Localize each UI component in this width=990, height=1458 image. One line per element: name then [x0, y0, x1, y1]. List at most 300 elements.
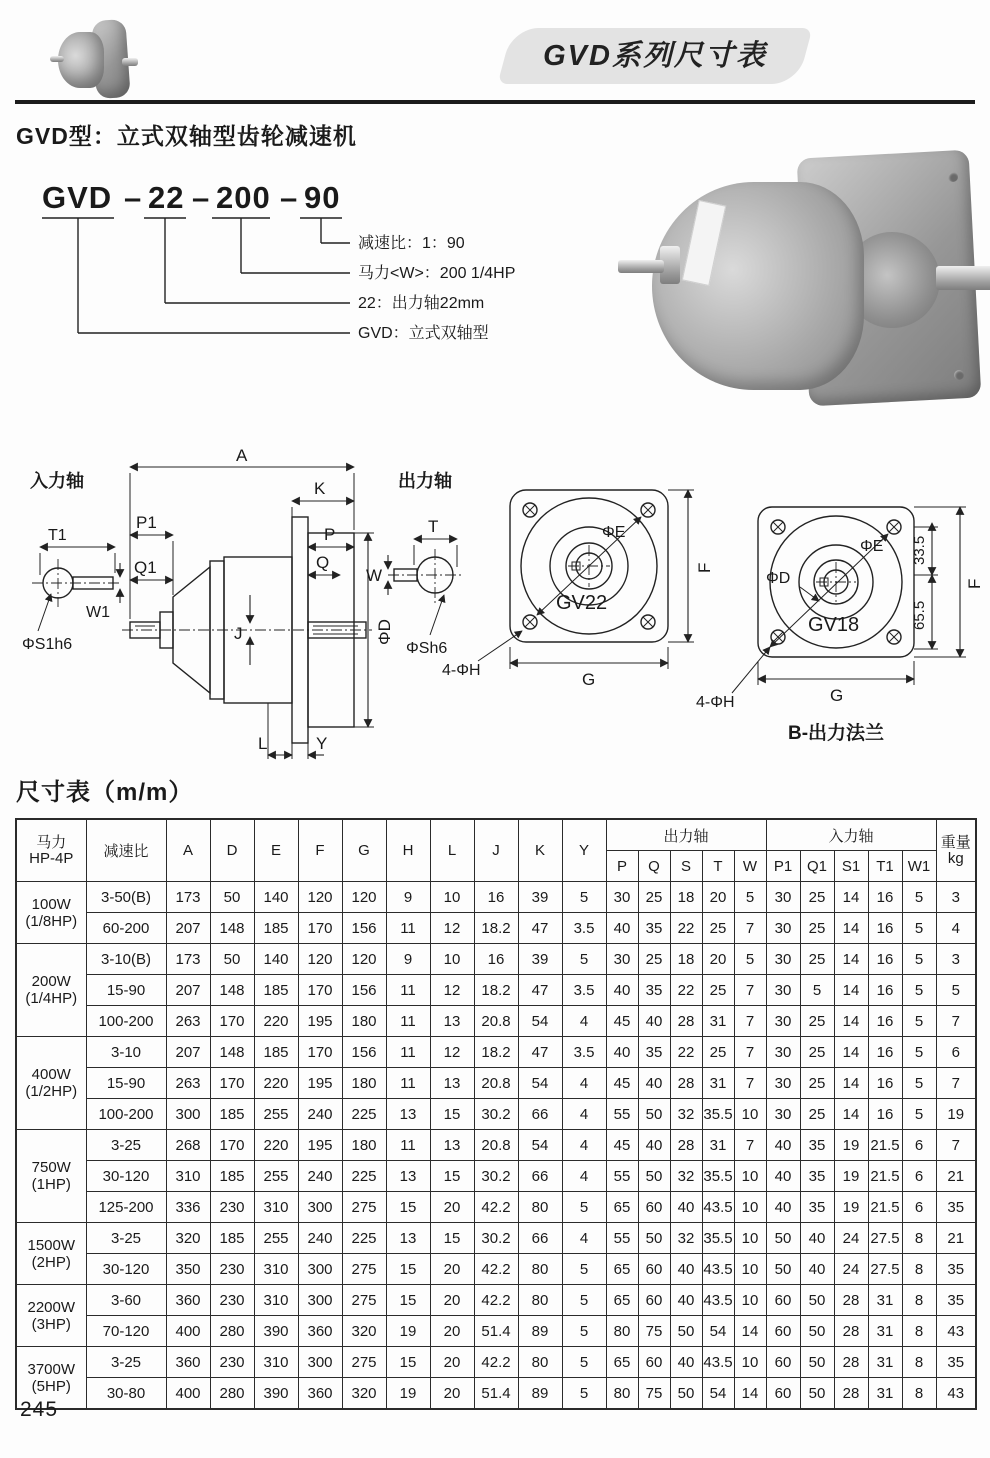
table-cell: 5	[734, 944, 766, 975]
table-cell: 60	[638, 1254, 670, 1285]
table-cell: 400	[166, 1378, 210, 1410]
table-row	[16, 1037, 976, 1068]
table-cell: 185	[210, 1161, 254, 1192]
table-cell: 3-60	[86, 1285, 166, 1316]
table-row	[16, 1006, 976, 1037]
group-header-output-shaft: 出力轴	[606, 819, 766, 851]
table-cell: 50	[766, 1254, 800, 1285]
callout-ratio: 减速比：1：90	[358, 235, 465, 252]
table-row	[16, 944, 976, 975]
weight-header-line2: kg	[947, 849, 964, 867]
table-cell: 275	[342, 1347, 386, 1378]
hp-group-cell: 200W (1/4HP)	[16, 944, 86, 1037]
table-cell: 6	[902, 1130, 936, 1161]
page-number: 245	[20, 1398, 59, 1421]
table-cell: 300	[298, 1192, 342, 1223]
dim-k: K	[314, 479, 326, 498]
table-cell: 27.5	[868, 1223, 902, 1254]
table-cell: 30	[766, 1037, 800, 1068]
table-cell: 50	[800, 1378, 834, 1410]
table-cell: 3.5	[562, 975, 606, 1006]
table-cell: 207	[166, 1037, 210, 1068]
table-cell: 40	[638, 1130, 670, 1161]
photo-input-shaft	[618, 260, 664, 273]
table-cell: 170	[210, 1068, 254, 1099]
table-cell: 19	[834, 1192, 868, 1223]
table-cell: 148	[210, 1037, 254, 1068]
gv22-model-label: GV22	[556, 592, 608, 614]
table-cell: 300	[298, 1254, 342, 1285]
table-cell: 15	[386, 1285, 430, 1316]
table-cell: 7	[734, 1068, 766, 1099]
table-cell: 40	[670, 1347, 702, 1378]
table-cell: 170	[210, 1006, 254, 1037]
table-cell: 22	[670, 975, 702, 1006]
table-cell: 148	[210, 975, 254, 1006]
table-cell: 280	[210, 1316, 254, 1347]
table-cell: 390	[254, 1316, 298, 1347]
table-cell: 3-10	[86, 1037, 166, 1068]
table-cell: 263	[166, 1068, 210, 1099]
table-cell: 30.2	[474, 1099, 518, 1130]
table-cell: 30	[606, 944, 638, 975]
table-cell: 5	[902, 975, 936, 1006]
table-cell: 20	[430, 1316, 474, 1347]
table-cell: 51.4	[474, 1316, 518, 1347]
table-cell: 8	[902, 1254, 936, 1285]
table-cell: 11	[386, 1068, 430, 1099]
table-cell: 21.5	[868, 1161, 902, 1192]
table-cell: 170	[298, 1037, 342, 1068]
table-cell: 185	[254, 1037, 298, 1068]
table-cell: 35.5	[702, 1099, 734, 1130]
table-cell: 43.5	[702, 1347, 734, 1378]
col-header-a: A	[166, 819, 210, 882]
hp-header-line1: 马力	[36, 833, 67, 851]
dim-q1: Q1	[134, 558, 157, 577]
table-cell: 185	[254, 975, 298, 1006]
table-cell: 28	[834, 1316, 868, 1347]
col-header-d: D	[210, 819, 254, 882]
col-header-e: E	[254, 819, 298, 882]
dim-q: Q	[316, 553, 330, 572]
table-cell: 39	[518, 944, 562, 975]
table-cell: 10	[430, 944, 474, 975]
input-shaft-end-view	[22, 470, 122, 653]
table-cell: 42.2	[474, 1347, 518, 1378]
table-cell: 80	[606, 1378, 638, 1410]
table-cell: 4	[562, 1161, 606, 1192]
table-cell: 16	[868, 1099, 902, 1130]
table-cell: 14	[834, 1068, 868, 1099]
table-row	[16, 1347, 976, 1378]
col-header-q: Q	[638, 851, 670, 882]
mini-barrel	[58, 32, 104, 88]
gv22-holes-label: 4-ΦH	[442, 662, 481, 679]
table-cell: 50	[210, 882, 254, 913]
table-cell: 22	[670, 913, 702, 944]
page-header-badge	[497, 28, 812, 84]
table-cell: 35	[936, 1192, 976, 1223]
table-cell: 75	[638, 1378, 670, 1410]
table-cell: 185	[210, 1223, 254, 1254]
table-cell: 80	[606, 1316, 638, 1347]
table-cell: 25	[702, 1037, 734, 1068]
table-cell: 25	[702, 975, 734, 1006]
dim-w1: W1	[86, 604, 110, 621]
table-cell: 40	[766, 1130, 800, 1161]
table-cell: 51.4	[474, 1378, 518, 1410]
table-cell: 10	[734, 1192, 766, 1223]
table-cell: 14	[834, 913, 868, 944]
table-cell: 40	[670, 1254, 702, 1285]
table-cell: 15-90	[86, 1068, 166, 1099]
table-cell: 55	[606, 1161, 638, 1192]
table-cell: 7	[936, 1130, 976, 1161]
gv18-dim-f: F	[965, 578, 984, 589]
table-cell: 16	[474, 882, 518, 913]
table-cell: 300	[298, 1285, 342, 1316]
table-cell: 18	[670, 944, 702, 975]
gv22-dim-g: G	[582, 670, 596, 689]
col-header-l: L	[430, 819, 474, 882]
table-cell: 18	[670, 882, 702, 913]
table-cell: 10	[734, 1099, 766, 1130]
dim-a: A	[236, 446, 248, 465]
table-cell: 20	[430, 1192, 474, 1223]
table-cell: 25	[800, 944, 834, 975]
table-cell: 4	[562, 1006, 606, 1037]
table-cell: 3-25	[86, 1130, 166, 1161]
table-cell: 11	[386, 1037, 430, 1068]
table-cell: 25	[638, 944, 670, 975]
model-dash-3: –	[280, 180, 299, 215]
table-cell: 75	[638, 1316, 670, 1347]
table-cell: 12	[430, 1037, 474, 1068]
table-cell: 47	[518, 913, 562, 944]
table-cell: 50	[670, 1378, 702, 1410]
dim-l: L	[258, 734, 268, 753]
table-cell: 66	[518, 1161, 562, 1192]
col-header-t: T	[702, 851, 734, 882]
table-cell: 31	[868, 1285, 902, 1316]
table-cell: 255	[254, 1099, 298, 1130]
table-cell: 19	[936, 1099, 976, 1130]
table-cell: 50	[800, 1285, 834, 1316]
table-cell: 5	[734, 882, 766, 913]
table-cell: 19	[386, 1316, 430, 1347]
table-cell: 21.5	[868, 1192, 902, 1223]
col-header-weight	[936, 819, 976, 882]
table-cell: 15	[386, 1347, 430, 1378]
table-row	[16, 1130, 976, 1161]
gv18-holes-label: 4-ΦH	[696, 694, 735, 711]
table-cell: 55	[606, 1223, 638, 1254]
table-cell: 14	[734, 1316, 766, 1347]
table-cell: 300	[298, 1347, 342, 1378]
col-header-k: K	[518, 819, 562, 882]
table-cell: 30	[766, 1068, 800, 1099]
table-cell: 66	[518, 1099, 562, 1130]
table-row	[16, 1316, 976, 1347]
dimension-table	[15, 818, 977, 1410]
table-cell: 32	[670, 1223, 702, 1254]
table-cell: 30	[766, 913, 800, 944]
table-cell: 275	[342, 1254, 386, 1285]
product-photo	[618, 140, 983, 430]
table-cell: 50	[638, 1099, 670, 1130]
table-cell: 40	[766, 1192, 800, 1223]
col-header-p: P	[606, 851, 638, 882]
table-cell: 40	[670, 1192, 702, 1223]
table-cell: 11	[386, 975, 430, 1006]
table-cell: 80	[518, 1285, 562, 1316]
model-dash-2: –	[192, 180, 211, 215]
col-header-ratio: 减速比	[86, 819, 166, 882]
table-cell: 25	[800, 1068, 834, 1099]
dim-p1: P1	[136, 513, 157, 532]
table-cell: 30	[606, 882, 638, 913]
table-cell: 19	[834, 1161, 868, 1192]
table-cell: 11	[386, 1006, 430, 1037]
hp-header-line2: HP-4P	[29, 849, 74, 867]
table-cell: 40	[670, 1285, 702, 1316]
table-cell: 20	[430, 1254, 474, 1285]
table-cell: 10	[734, 1161, 766, 1192]
table-cell: 5	[902, 1099, 936, 1130]
table-cell: 148	[210, 913, 254, 944]
table-cell: 207	[166, 975, 210, 1006]
table-cell: 16	[868, 1006, 902, 1037]
table-cell: 310	[254, 1192, 298, 1223]
model-code-diagram	[42, 178, 662, 358]
table-cell: 15	[430, 1099, 474, 1130]
table-cell: 5	[800, 975, 834, 1006]
table-cell: 230	[210, 1285, 254, 1316]
table-cell: 10	[734, 1285, 766, 1316]
table-cell: 9	[386, 944, 430, 975]
table-cell: 30-80	[86, 1378, 166, 1410]
table-cell: 21.5	[868, 1130, 902, 1161]
table-cell: 40	[638, 1006, 670, 1037]
gv18-dim-phi-e: ΦE	[860, 538, 884, 555]
table-cell: 35	[936, 1347, 976, 1378]
table-cell: 5	[562, 1316, 606, 1347]
table-cell: 22	[670, 1037, 702, 1068]
table-cell: 31	[702, 1068, 734, 1099]
table-cell: 55	[606, 1099, 638, 1130]
table-cell: 185	[210, 1099, 254, 1130]
table-cell: 5	[562, 1285, 606, 1316]
col-header-q1: Q1	[800, 851, 834, 882]
table-cell: 31	[868, 1347, 902, 1378]
table-cell: 14	[834, 1037, 868, 1068]
gv18-dim-65-5: 65.5	[911, 600, 928, 630]
table-cell: 360	[298, 1316, 342, 1347]
table-cell: 120	[298, 944, 342, 975]
table-cell: 42.2	[474, 1285, 518, 1316]
table-cell: 255	[254, 1223, 298, 1254]
photo-barrel	[652, 182, 864, 390]
col-header-t1: T1	[868, 851, 902, 882]
table-cell: 125-200	[86, 1192, 166, 1223]
table-cell: 120	[342, 882, 386, 913]
table-cell: 31	[868, 1316, 902, 1347]
table-cell: 39	[518, 882, 562, 913]
col-header-p1: P1	[766, 851, 800, 882]
table-cell: 240	[298, 1161, 342, 1192]
table-cell: 16	[868, 1037, 902, 1068]
table-cell: 156	[342, 913, 386, 944]
table-cell: 80	[518, 1254, 562, 1285]
table-cell: 20	[702, 944, 734, 975]
hp-group-cell: 3700W (5HP)	[16, 1347, 86, 1410]
table-cell: 54	[702, 1316, 734, 1347]
table-cell: 54	[518, 1006, 562, 1037]
table-cell: 50	[670, 1316, 702, 1347]
table-cell: 18.2	[474, 913, 518, 944]
table-cell: 3-50(B)	[86, 882, 166, 913]
table-cell: 5	[562, 1378, 606, 1410]
dim-p: P	[324, 525, 336, 544]
table-cell: 5	[902, 882, 936, 913]
table-cell: 100-200	[86, 1099, 166, 1130]
model-part-200: 200	[216, 180, 271, 215]
table-row	[16, 975, 976, 1006]
table-cell: 16	[868, 1068, 902, 1099]
table-cell: 40	[800, 1254, 834, 1285]
col-header-w1: W1	[902, 851, 936, 882]
table-cell: 16	[868, 975, 902, 1006]
gv22-dim-f: F	[695, 562, 714, 573]
table-cell: 300	[166, 1099, 210, 1130]
table-cell: 100-200	[86, 1006, 166, 1037]
table-cell: 173	[166, 882, 210, 913]
table-cell: 65	[606, 1347, 638, 1378]
table-header-row-1	[16, 819, 976, 851]
callout-power: 马力<W>：200 1/4HP	[358, 265, 516, 282]
table-cell: 156	[342, 1037, 386, 1068]
table-cell: 14	[834, 944, 868, 975]
table-cell: 280	[210, 1378, 254, 1410]
table-cell: 350	[166, 1254, 210, 1285]
table-cell: 30.2	[474, 1223, 518, 1254]
table-cell: 65	[606, 1192, 638, 1223]
table-cell: 89	[518, 1316, 562, 1347]
table-cell: 8	[902, 1316, 936, 1347]
table-cell: 180	[342, 1068, 386, 1099]
hp-group-cell: 400W (1/2HP)	[16, 1037, 86, 1130]
model-part-90: 90	[304, 180, 341, 215]
table-cell: 9	[386, 882, 430, 913]
table-cell: 275	[342, 1285, 386, 1316]
table-cell: 60-200	[86, 913, 166, 944]
table-cell: 320	[166, 1223, 210, 1254]
gv18-dim-33-5: 33.5	[911, 535, 928, 565]
table-cell: 5	[562, 1192, 606, 1223]
table-cell: 70-120	[86, 1316, 166, 1347]
gv18-model-label: GV18	[808, 614, 860, 636]
callout-shaft: 22：出力轴22mm	[358, 295, 485, 312]
table-cell: 10	[734, 1347, 766, 1378]
table-cell: 35	[936, 1285, 976, 1316]
table-cell: 60	[638, 1192, 670, 1223]
table-cell: 360	[298, 1378, 342, 1410]
table-cell: 10	[734, 1223, 766, 1254]
table-cell: 400	[166, 1316, 210, 1347]
table-cell: 195	[298, 1068, 342, 1099]
group-header-input-shaft: 入力轴	[766, 819, 936, 851]
table-cell: 40	[800, 1223, 834, 1254]
table-cell: 16	[868, 944, 902, 975]
gv18-flange-view	[696, 507, 984, 744]
callout-type: GVD：立式双轴型	[358, 325, 489, 342]
table-cell: 50	[210, 944, 254, 975]
table-cell: 20	[702, 882, 734, 913]
table-cell: 13	[386, 1223, 430, 1254]
table-cell: 220	[254, 1006, 298, 1037]
table-cell: 42.2	[474, 1254, 518, 1285]
table-cell: 35.5	[702, 1161, 734, 1192]
table-cell: 60	[638, 1347, 670, 1378]
hp-group-cell: 750W (1HP)	[16, 1130, 86, 1223]
table-cell: 16	[868, 882, 902, 913]
table-cell: 225	[342, 1161, 386, 1192]
table-cell: 230	[210, 1254, 254, 1285]
section-title: GVD型：立式双轴型齿轮减速机	[16, 123, 357, 149]
table-cell: 50	[766, 1223, 800, 1254]
table-cell: 185	[254, 913, 298, 944]
table-cell: 30-120	[86, 1254, 166, 1285]
table-cell: 13	[430, 1130, 474, 1161]
table-cell: 170	[298, 913, 342, 944]
table-cell: 7	[734, 913, 766, 944]
table-cell: 35	[936, 1254, 976, 1285]
table-cell: 15	[430, 1161, 474, 1192]
table-cell: 320	[342, 1316, 386, 1347]
table-cell: 45	[606, 1068, 638, 1099]
table-cell: 25	[800, 1006, 834, 1037]
dim-t: T	[428, 517, 439, 536]
table-row	[16, 1378, 976, 1410]
table-cell: 180	[342, 1006, 386, 1037]
table-cell: 60	[638, 1285, 670, 1316]
table-cell: 12	[430, 975, 474, 1006]
table-row	[16, 1223, 976, 1254]
weight-header-line1: 重量	[940, 833, 971, 851]
table-cell: 32	[670, 1099, 702, 1130]
photo-bolt	[948, 172, 958, 182]
table-cell: 11	[386, 1130, 430, 1161]
table-cell: 263	[166, 1006, 210, 1037]
table-cell: 14	[834, 1099, 868, 1130]
table-cell: 14	[834, 882, 868, 913]
table-cell: 54	[518, 1130, 562, 1161]
input-shaft-label: 入力轴	[30, 471, 84, 491]
output-flange-caption: B-出力法兰	[787, 723, 885, 744]
col-header-hp	[16, 819, 86, 882]
table-cell: 180	[342, 1130, 386, 1161]
table-cell: 3	[936, 944, 976, 975]
table-cell: 230	[210, 1192, 254, 1223]
table-cell: 35	[800, 1161, 834, 1192]
table-cell: 20	[430, 1378, 474, 1410]
col-header-h: H	[386, 819, 430, 882]
table-cell: 13	[430, 1068, 474, 1099]
table-cell: 156	[342, 975, 386, 1006]
table-cell: 5	[902, 944, 936, 975]
table-cell: 15	[430, 1223, 474, 1254]
